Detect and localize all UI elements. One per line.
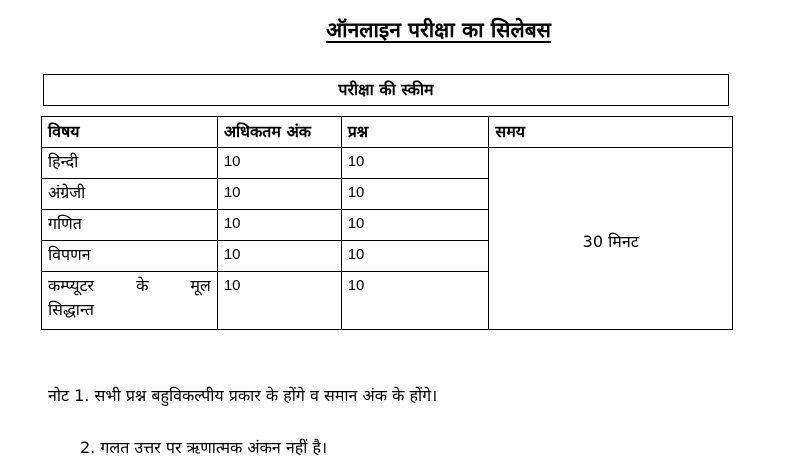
subject-cell: अंग्रेजी: [42, 179, 218, 210]
subject-word: के: [136, 276, 149, 295]
questions-cell: 10: [341, 179, 489, 210]
column-header-max-marks: अधिकतम अंक: [217, 117, 341, 148]
subject-cell: हिन्दी: [42, 148, 218, 179]
max-marks-cell: 10: [217, 241, 341, 272]
subject-line-2: सिद्धान्त: [48, 300, 94, 319]
subject-line-1: [48, 274, 211, 298]
note-2: 2. गलत उत्तर पर ऋणात्मक अंकन नहीं है।: [80, 438, 328, 457]
max-marks-cell: 10: [217, 148, 341, 179]
questions-cell: 10: [341, 148, 489, 179]
column-header-questions: प्रश्न: [341, 117, 489, 148]
subject-word: मूल: [190, 276, 211, 295]
max-marks-cell: 10: [217, 210, 341, 241]
questions-cell: 10: [341, 210, 489, 241]
exam-scheme-heading: परीक्षा की स्कीम: [43, 74, 729, 106]
subject-word: कम्प्यूटर: [48, 276, 95, 295]
max-marks-cell: 10: [217, 272, 341, 330]
table-header-row: [42, 117, 733, 148]
table-row: [42, 148, 733, 179]
page-title: ऑनलाइन परीक्षा का सिलेबस: [326, 18, 551, 42]
exam-scheme-table: [41, 116, 733, 330]
questions-cell: 10: [341, 241, 489, 272]
subject-cell: गणित: [42, 210, 218, 241]
note-1: नोट 1. सभी प्रश्न बहुविकल्पीय प्रकार के होंगे व समान अंक के होंगे।: [48, 386, 438, 405]
subject-cell: विपणन: [42, 241, 218, 272]
questions-cell: 10: [341, 272, 489, 330]
time-cell: 30 मिनट: [489, 148, 733, 330]
max-marks-cell: 10: [217, 179, 341, 210]
subject-cell: [42, 272, 218, 330]
column-header-time: समय: [489, 117, 733, 148]
column-header-subject: विषय: [42, 117, 218, 148]
